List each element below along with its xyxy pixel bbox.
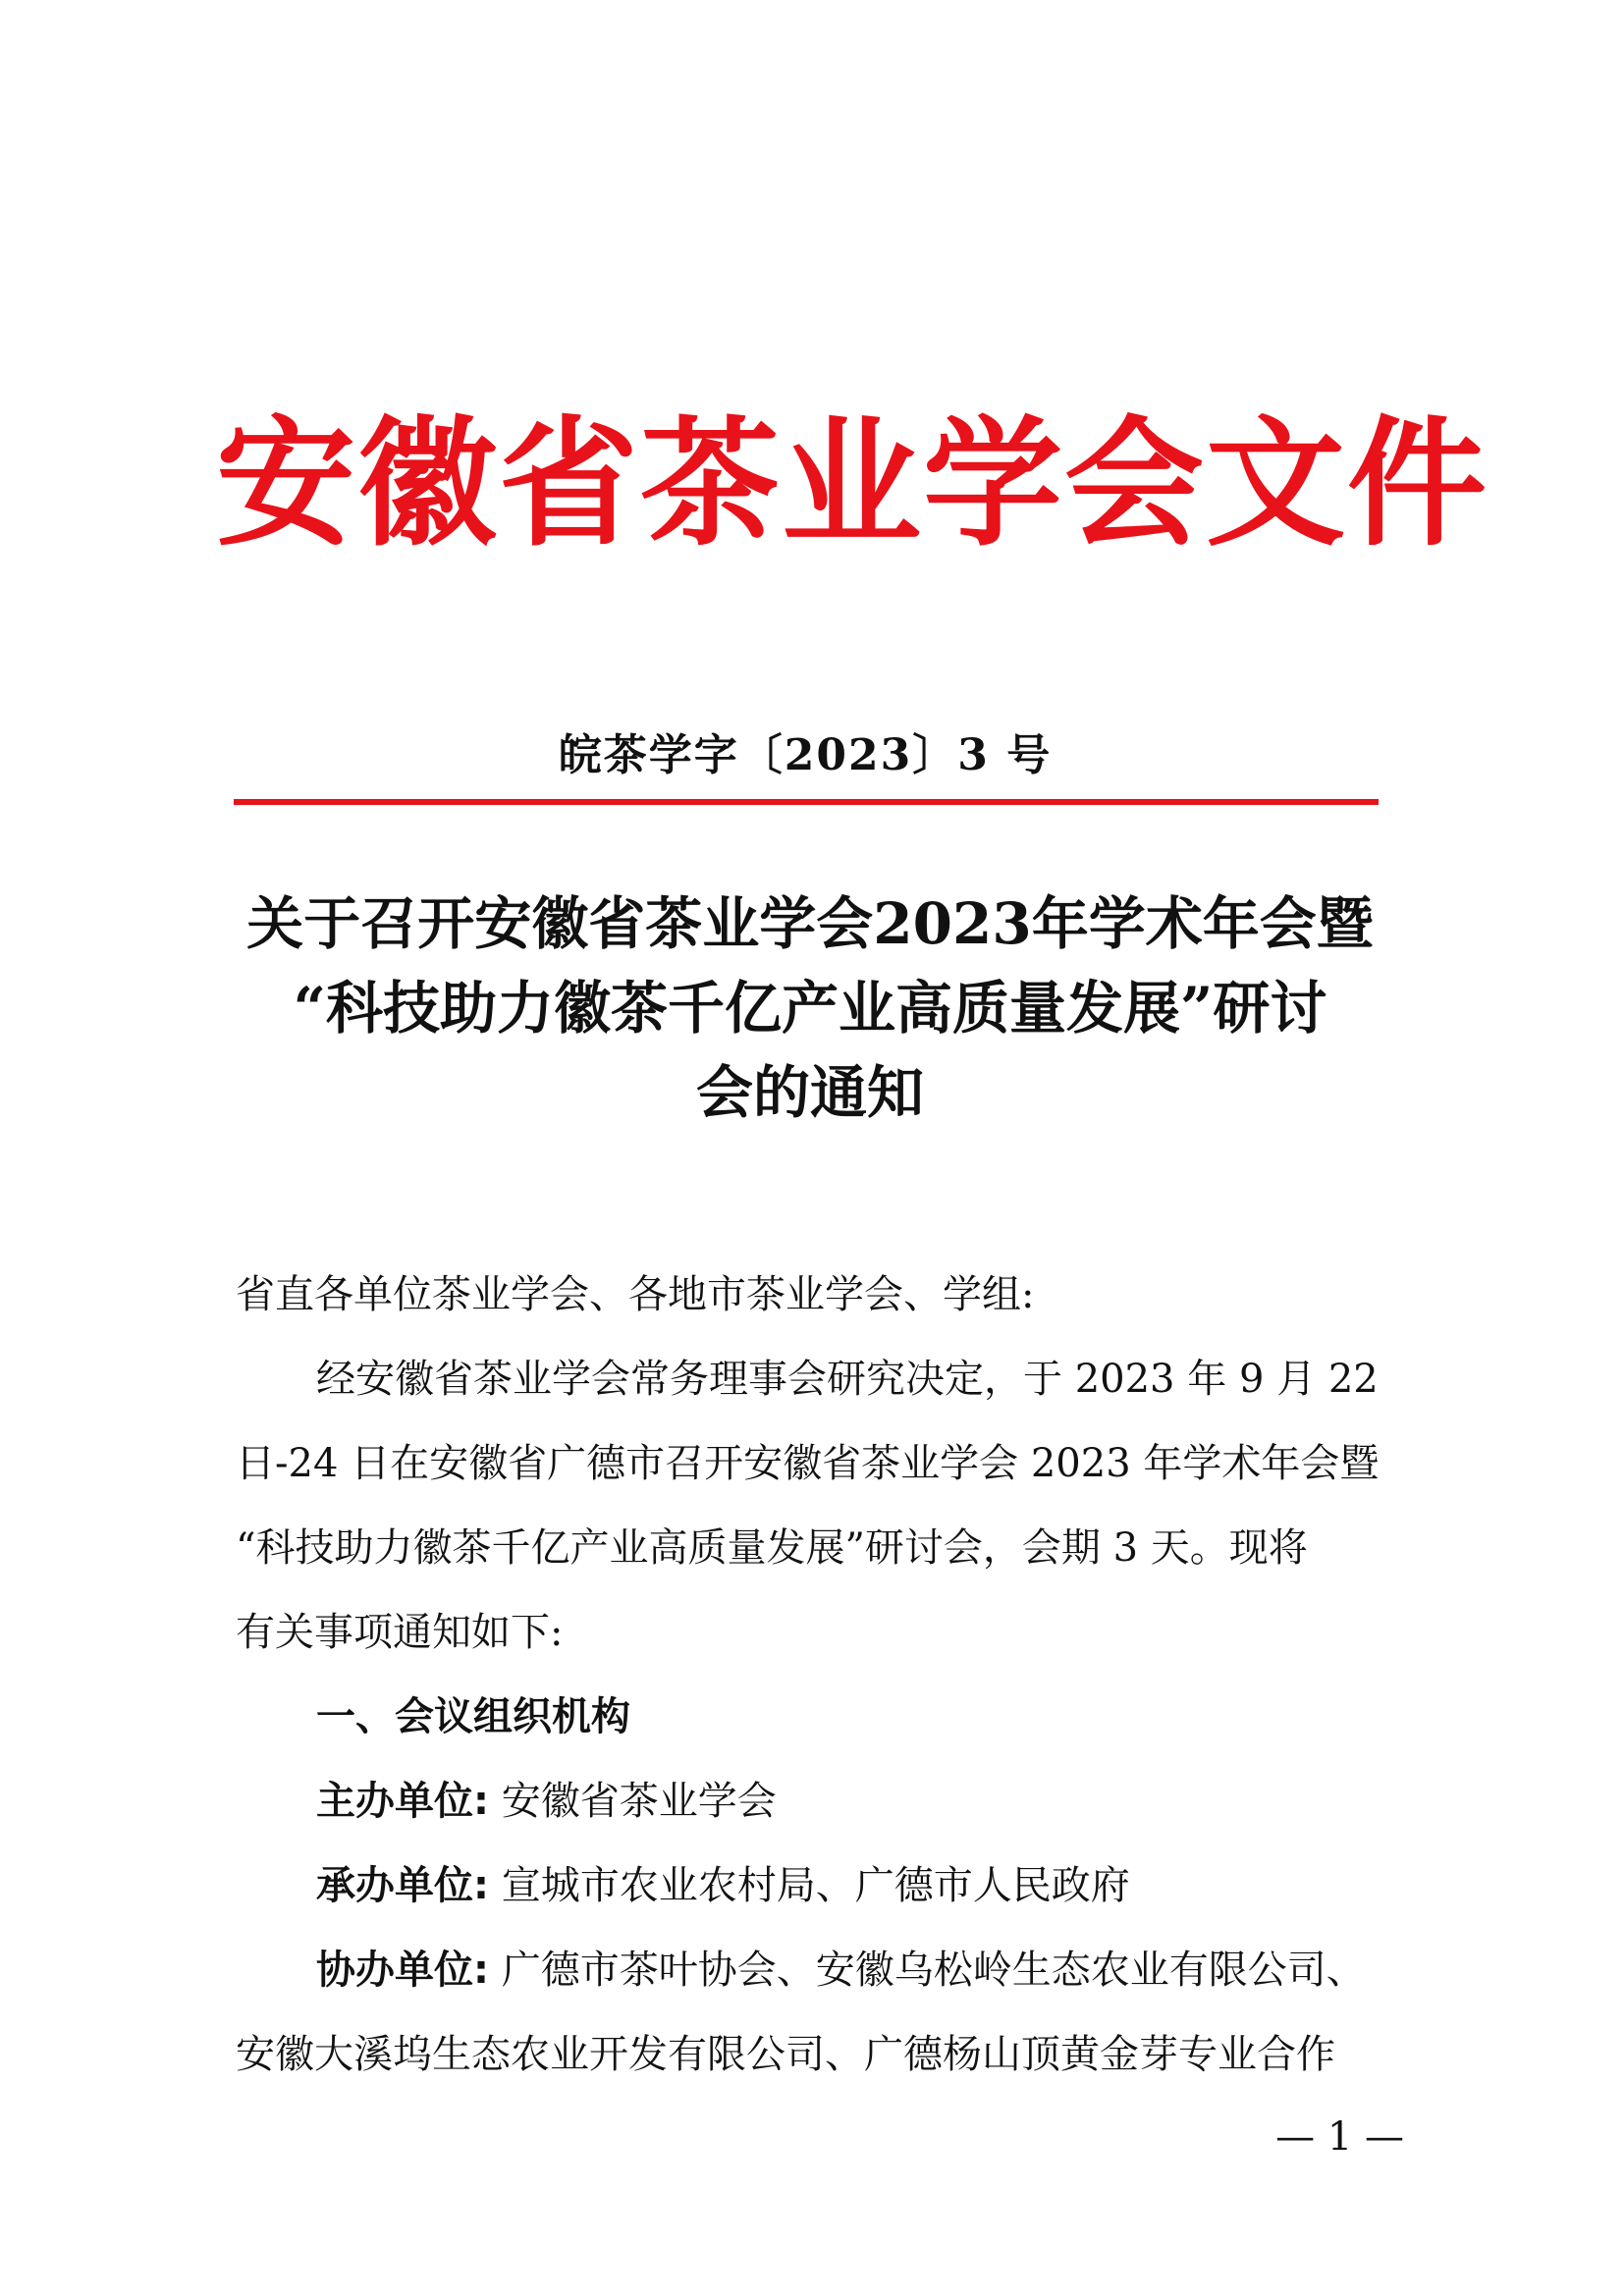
paragraph-intro-line-2: 日-24 日在安徽省广德市召开安徽省茶业学会 2023 年学术年会暨 — [236, 1441, 1380, 1486]
notice-title — [221, 881, 1399, 1135]
page-number: — 1 — — [1275, 2114, 1404, 2160]
paragraph-intro-line-1: 经安徽省茶业学会常务理事会研究决定，于 2023 年 9 月 22 — [316, 1357, 1379, 1402]
co-organizer-unit-line — [316, 1928, 1366, 2012]
undertaker-unit-label: 承办单位: — [316, 1863, 489, 1908]
paragraph-intro-line-4: 有关事项通知如下: — [236, 1610, 564, 1655]
paragraph-intro-line-3: “科技助力徽茶千亿产业高质量发展”研讨会，会期 3 天。现将 — [236, 1525, 1308, 1571]
undertaker-unit-line — [316, 1843, 1130, 1928]
co-organizer-continuation: 安徽大溪坞生态农业开发有限公司、广德杨山顶黄金芽专业合作 — [236, 2032, 1335, 2077]
co-organizer-unit-value: 广德市茶叶协会、安徽乌松岭生态农业有限公司、 — [501, 1948, 1366, 1993]
salutation: 省直各单位茶业学会、各地市茶业学会、学组: — [236, 1272, 1035, 1317]
section-heading-organization: 一、会议组织机构 — [316, 1694, 630, 1739]
co-organizer-unit-label: 协办单位: — [316, 1948, 489, 1993]
notice-title-line-3: 会的通知 — [695, 1059, 924, 1126]
red-separator-line — [234, 799, 1379, 805]
undertaker-unit-value: 宣城市农业农村局、广德市人民政府 — [501, 1863, 1130, 1908]
notice-title-line-1: 关于召开安徽省茶业学会2023年学术年会暨 — [246, 890, 1374, 957]
host-unit-value: 安徽省茶业学会 — [501, 1779, 777, 1824]
notice-title-line-2: “科技助力徽茶千亿产业高质量发展”研讨 — [293, 975, 1327, 1041]
paragraph-intro — [236, 1337, 1399, 1675]
host-unit-label: 主办单位: — [316, 1779, 489, 1824]
document-masthead: 安徽省茶业学会文件 — [216, 402, 1489, 565]
host-unit-line — [316, 1759, 777, 1843]
document-number: 皖茶学字〔2023〕3 号 — [558, 730, 1053, 780]
